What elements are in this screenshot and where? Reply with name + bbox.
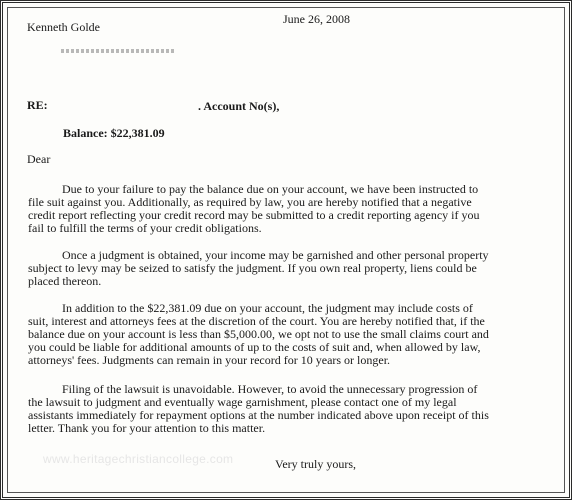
paragraph-line: file suit against you. Additionally, as required by law, you are hereby notified that a negative [28, 195, 472, 209]
closing: Very truly yours, [275, 457, 356, 471]
paragraph-line: Due to your failure to pay the balance due on your account, we have been instructed to [62, 182, 479, 196]
paragraph-line: fail to fulfill the terms of your credit obligations. [28, 221, 262, 235]
paragraph-line: you could be liable for additional amounts of up to the costs of suit and, when allowed by law, [28, 340, 481, 354]
redacted-address [61, 49, 176, 53]
paragraph-1 [28, 183, 480, 235]
re-label: RE: [27, 98, 48, 112]
paragraph-line: subject to levy may be seized to satisfy the judgment. If you own real property, liens could be [28, 261, 477, 275]
balance-line: Balance: $22,381.09 [63, 126, 165, 140]
paragraph-3 [28, 301, 489, 367]
paragraph-line: placed thereon. [28, 274, 102, 288]
paragraph-line: In addition to the $22,381.09 due on your account, the judgment may include costs of [62, 301, 473, 315]
paragraph-line: assistants immediately for repayment options at the number indicated above upon receipt of this [28, 408, 489, 422]
paragraph-line: balance due on your account is less than $5,000.00, we opt not to use the small claims court and [28, 327, 489, 341]
sender-name: Kenneth Golde [27, 20, 100, 34]
paragraph-line: suit, interest and attorneys fees at the discretion of the court. You are hereby notified that, if the [28, 314, 485, 328]
paragraph-line: attorneys' fees. Judgments can remain in your record for 10 years or longer. [28, 353, 391, 367]
watermark: www.heritagechristiancollege.com [43, 452, 234, 466]
letter-date: June 26, 2008 [283, 12, 350, 26]
paragraph-line: Filing of the lawsuit is unavoidable. However, to avoid the unnecessary progression of [62, 382, 478, 396]
paragraph-line: the lawsuit to judgment and eventually wage garnishment, please contact one of my legal [28, 395, 457, 409]
paragraph-2 [28, 248, 489, 288]
paragraph-line: letter. Thank you for your attention to this matter. [28, 421, 266, 435]
paragraph-4 [28, 382, 489, 435]
salutation: Dear [27, 152, 51, 166]
paragraph-line: Once a judgment is obtained, your income may be garnished and other personal property [62, 248, 489, 262]
account-number-label: . Account No(s), [198, 99, 280, 113]
paragraph-line: credit report reflecting your credit record may be submitted to a credit reporting agency if you [28, 208, 480, 222]
